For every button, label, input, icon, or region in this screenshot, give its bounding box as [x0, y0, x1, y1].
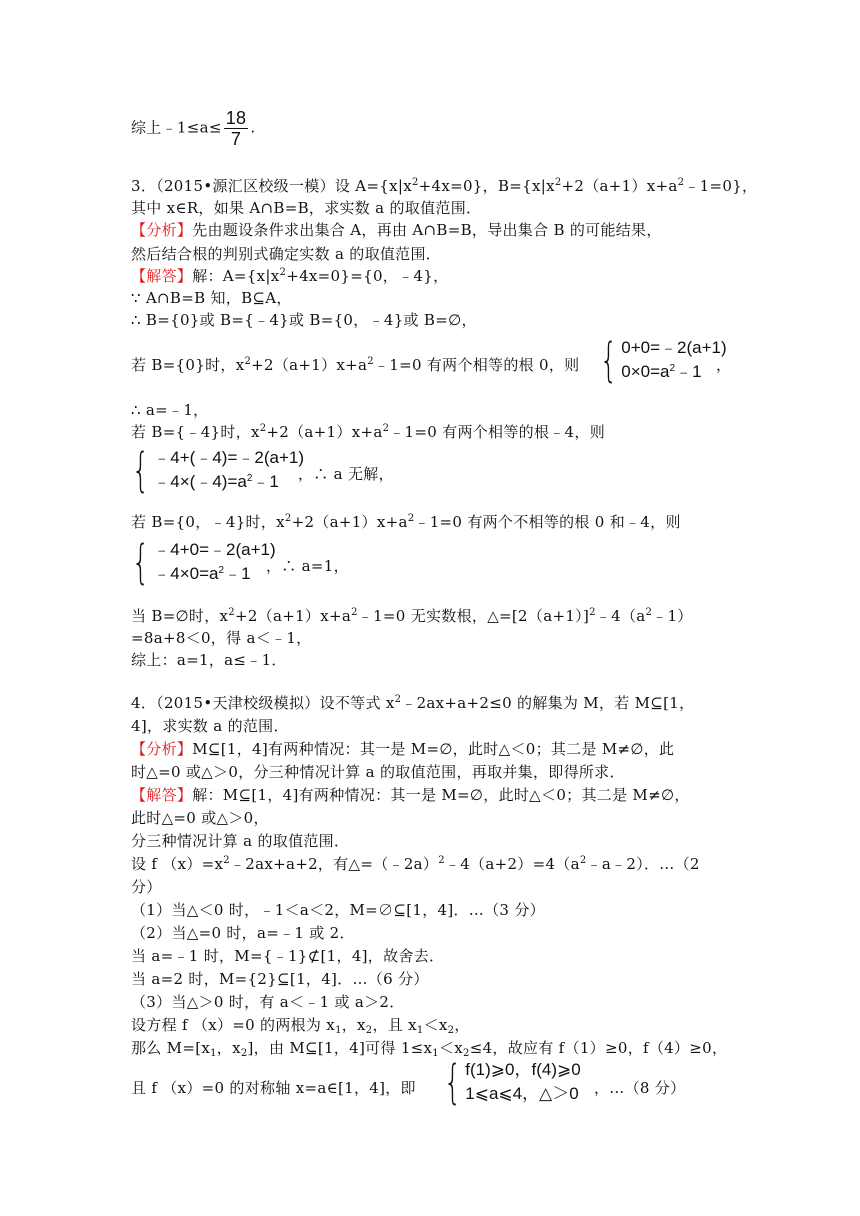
text-fragment: 0×0=a: [621, 362, 670, 381]
intro-conclusion: [131, 108, 255, 149]
p3-case3: [131, 512, 681, 532]
text-fragment: ﹣1: [252, 472, 279, 491]
p4-answer-line5: 分）: [131, 878, 162, 896]
text-fragment: 3．（2015•源汇区校级一模）设 A={x|x: [131, 177, 412, 195]
brace: {: [131, 443, 150, 497]
brace: {: [131, 535, 150, 589]
text-fragment: +2（a+1）x+a: [561, 177, 678, 195]
superscript: 2: [645, 607, 653, 618]
text-fragment: +4x=0}={0，﹣4}，: [286, 267, 449, 285]
p4-statement-line2: 4]，求实数 a 的范围．: [131, 717, 289, 735]
answer-tag: 【解答】: [131, 786, 193, 804]
p4-answer-line8: 当 a=﹣1 时，M={﹣1}⊄[1，4]，故舍去．: [131, 947, 445, 965]
p4-system-tail: ，…（8 分）: [594, 1079, 686, 1097]
text-fragment: 设方程 f （x）=0 的两根为 x: [131, 1016, 336, 1034]
superscript: 2: [244, 356, 252, 367]
text-fragment: M⊆[1，4]有两种情况：其一是 M=∅，此时△＜0；其二是 M≠∅，此: [192, 740, 675, 758]
p4-answer-line3: 分三种情况计算 a 的取值范围．: [131, 832, 350, 850]
text-fragment: ﹣1）: [652, 607, 693, 625]
text-fragment: ﹣4×0=a: [153, 564, 219, 583]
p4-answer-line13: 且 f （x）=0 的对称轴 x=a∈[1，4]，即: [131, 1079, 416, 1097]
text-fragment: ，x: [341, 1016, 366, 1034]
text-fragment: +2（a+1）x+a: [251, 356, 368, 374]
p4-answer-line9: 当 a=2 时，M={2}⊆[1，4]．…（6 分）: [131, 970, 429, 988]
fraction-denominator: 7: [230, 129, 242, 149]
superscript: 2: [259, 423, 267, 434]
subscript: 2: [463, 1048, 470, 1059]
superscript: 2: [284, 513, 292, 524]
p3-system2-tail: ，∴ a 无解，: [298, 465, 394, 483]
equation-rows: [153, 446, 304, 494]
p3-analysis-line1: [131, 220, 662, 240]
analysis-tag: 【分析】: [131, 221, 193, 239]
superscript: 2: [579, 855, 587, 866]
subscript: 2: [447, 1025, 455, 1036]
text-fragment: +2（a+1）x+a: [234, 607, 352, 625]
text-fragment: ﹣1=0 有两个不相等的根 0 和﹣4，则: [414, 513, 681, 531]
text-fragment: 解：A={x|x: [192, 267, 280, 285]
text-fragment: ，: [454, 1016, 470, 1034]
text-fragment: +2（a+1）x+a: [266, 423, 383, 441]
p4-answer-line1: [131, 785, 690, 805]
subscript: 1: [335, 1025, 342, 1036]
text-fragment: 解：M⊆[1，4]有两种情况：其一是 M=∅，此时△＜0；其二是 M≠∅，: [192, 786, 690, 804]
p3-case4: [131, 606, 693, 626]
text-fragment: ﹣2ax+a+2，有△=（﹣2a）: [229, 855, 439, 873]
superscript: 2: [394, 694, 402, 705]
text-fragment: 设 f （x）=x: [131, 855, 224, 873]
superscript: 2: [589, 607, 596, 618]
text-fragment: ﹣a﹣2）．…（2: [586, 855, 700, 873]
equation-rows: [621, 336, 726, 384]
text-fragment: ﹣1=0 有两个相等的根﹣4，则: [389, 423, 606, 441]
superscript: 2: [407, 513, 415, 524]
superscript: 2: [438, 855, 445, 866]
answer-tag: 【解答】: [131, 267, 193, 285]
p3-case1: [131, 355, 579, 375]
text-fragment: 4．（2015•天津校级模拟）设不等式 x: [131, 694, 395, 712]
text-fragment: ﹣4×(﹣4)=a: [153, 472, 247, 491]
equation-row: 0+0=﹣2(a+1): [621, 338, 727, 357]
p4-answer-line12: [131, 1038, 727, 1058]
p3-answer-line3: ∴ B={0}或 B={﹣4}或 B={0，﹣4}或 B=∅，: [131, 311, 477, 329]
text-fragment: ，x: [216, 1039, 241, 1057]
p4-answer-line4: [131, 854, 700, 874]
superscript: 2: [367, 356, 374, 367]
superscript: 2: [669, 363, 676, 374]
superscript: 2: [223, 855, 230, 866]
p3-answer-line2: ∵ A∩B=B 知，B⊆A，: [131, 289, 292, 307]
text-fragment: +2（a+1）x+a: [291, 513, 408, 531]
text-fragment: ﹣1=0 有两个相等的根 0，则: [373, 356, 580, 374]
subscript: 1: [210, 1048, 217, 1059]
text-fragment: ﹣1: [675, 362, 702, 381]
p3-analysis-line2: 然后结合根的判别式确定实数 a 的取值范围．: [131, 245, 442, 263]
equation-row: [621, 360, 726, 384]
text-fragment: +4x=0}，B={x|x: [418, 177, 555, 195]
text-fragment: ﹣1=0}，: [684, 177, 758, 195]
analysis-tag: 【分析】: [131, 740, 193, 758]
text-fragment: ＜x: [423, 1016, 448, 1034]
text-fragment: ≤4，故应有 f（1）≥0，f（4）≥0，: [469, 1039, 728, 1057]
intro-text: 综上﹣1≤a≤: [131, 118, 222, 137]
p4-answer-line11: [131, 1015, 470, 1035]
p3-statement-line2: 其中 x∈R，如果 A∩B=B，求实数 a 的取值范围．: [131, 199, 482, 217]
superscript: 2: [246, 473, 253, 484]
p3-result1: ∴ a=﹣1，: [131, 401, 209, 419]
text-fragment: 当 B=∅时，x: [131, 607, 229, 625]
equation-rows: [153, 538, 275, 586]
p3-system3: [126, 535, 276, 589]
superscript: 2: [279, 267, 287, 278]
text-fragment: ﹣1=0 无实数根，△=[2（a+1）]: [357, 607, 590, 625]
superscript: 2: [382, 423, 390, 434]
text-fragment: ﹣2ax+a+2≤0 的解集为 M，若 M⊆[1，: [401, 694, 695, 712]
superscript: 2: [411, 177, 419, 188]
p3-case4-line2: =8a+8＜0，得 a＜﹣1，: [131, 629, 312, 647]
text-fragment: 那么 M=[x: [131, 1039, 211, 1057]
p3-system2: [126, 443, 304, 497]
period: .: [250, 118, 256, 137]
text-fragment: ﹣4（a: [595, 607, 646, 625]
brace: {: [443, 1055, 462, 1109]
text-fragment: 先由题设条件求出集合 A，再由 A∩B=B，导出集合 B 的可能结果，: [192, 221, 662, 239]
p4-analysis-line1: [131, 739, 674, 759]
superscript: 2: [218, 565, 225, 576]
p4-answer-line7: （2）当△=0 时，a=﹣1 或 2．: [131, 924, 355, 942]
superscript: 2: [677, 177, 685, 188]
text-fragment: 若 B={﹣4}时，x: [131, 423, 260, 441]
p4-system: [438, 1055, 581, 1109]
p3-answer-line1: [131, 266, 448, 286]
equation-row: [153, 470, 304, 494]
fraction-numerator: 18: [225, 108, 247, 128]
p4-analysis-line2: 时△=0 或△＞0，分三种情况计算 a 的取值范围，再取并集，即得所求．: [131, 763, 625, 781]
text-fragment: 若 B={0}时，x: [131, 356, 245, 374]
text-fragment: ﹣4（a+2）=4（a: [444, 855, 580, 873]
p4-answer-line2: 此时△=0 或△＞0，: [131, 809, 269, 827]
text-fragment: 若 B={0，﹣4}时，x: [131, 513, 285, 531]
text-fragment: ]，由 M⊆[1，4]可得 1≤x: [247, 1039, 433, 1057]
equation-row: ﹣4+0=﹣2(a+1): [153, 540, 276, 559]
superscript: 2: [228, 607, 235, 618]
subscript: 2: [365, 1025, 373, 1036]
text-fragment: ﹣1: [224, 564, 251, 583]
subscript: 1: [416, 1025, 424, 1036]
equation-row: 1⩽a⩽4，△＞0: [465, 1084, 579, 1103]
p3-case2: [131, 422, 605, 442]
p4-answer-line10: （3）当△＞0 时，有 a＜﹣1 或 a＞2．: [131, 993, 405, 1011]
p3-conclusion: 综上：a=1，a≤﹣1．: [131, 651, 287, 669]
p4-statement-line1: [131, 693, 694, 713]
equation-row: [153, 562, 275, 586]
fraction: [224, 108, 249, 149]
subscript: 2: [240, 1048, 248, 1059]
equation-row: ﹣4+(﹣4)=﹣2(a+1): [153, 448, 304, 467]
p4-answer-line6: （1）当△＜0 时，﹣1＜a＜2，M=∅⊆[1，4]．…（3 分）: [131, 901, 545, 919]
equation-row: f(1)⩾0，f(4)⩾0: [465, 1060, 581, 1079]
p3-system1: [594, 333, 727, 387]
superscript: 2: [554, 177, 562, 188]
text-fragment: ＜x: [438, 1039, 464, 1057]
p3-statement-line1: [131, 176, 757, 196]
subscript: 1: [432, 1048, 439, 1059]
superscript: 2: [351, 607, 358, 618]
p3-system3-tail: ，∴ a=1，: [266, 557, 349, 575]
brace: {: [599, 333, 618, 387]
text-fragment: ，且 x: [372, 1016, 417, 1034]
p3-system1-tail: ，: [716, 356, 732, 374]
equation-rows: [465, 1058, 580, 1106]
